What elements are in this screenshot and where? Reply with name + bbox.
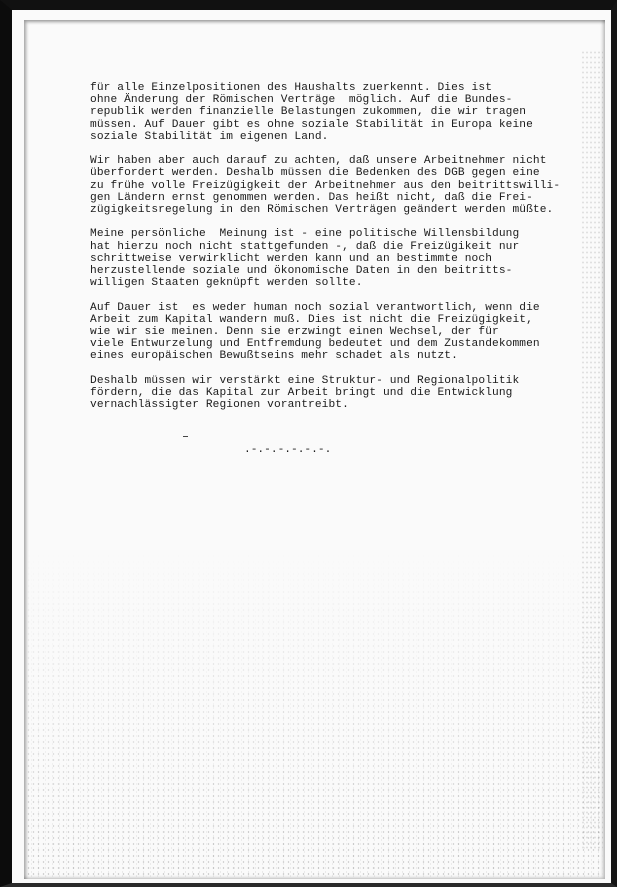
paragraph-3 [90, 228, 600, 289]
text-line: überfordert werden. Deshalb müssen die Bedenken des DGB gegen eine [90, 167, 540, 180]
text-line: herzustellende soziale und ökonomische Daten in den beitritts- [90, 265, 513, 278]
text-line: zu frühe volle Freizügigkeit der Arbeitnehmer aus den beitrittswilli- [90, 179, 561, 192]
text-line: Deshalb müssen wir verstärkt eine Struktur- und Regionalpolitik [90, 374, 520, 387]
text-line: willigen Staaten geknüpft werden sollte. [90, 277, 363, 290]
paragraph-4 [90, 302, 600, 363]
text-line: soziale Stabilität im eigenen Land. [90, 130, 329, 143]
text-line: vernachlässigter Regionen vorantreibt. [90, 399, 349, 412]
text-line: gen Ländern ernst genommen werden. Das heißt nicht, daß die Frei- [90, 191, 533, 204]
text-line: Arbeit zum Kapital wandern muß. Dies ist nicht die Freizügigkeit, [90, 313, 533, 326]
paragraph-1 [90, 82, 600, 143]
text-line: Wir haben aber auch darauf zu achten, daß unsere Arbeitnehmer nicht [90, 155, 547, 168]
text-line: wie wir sie meinen. Denn sie erzwingt einen Wechsel, der für [90, 326, 499, 339]
text-line: Meine persönliche Meinung ist - eine politische Willensbildung [90, 228, 520, 241]
scan-noise-bottom [26, 547, 603, 877]
paragraph-2 [90, 155, 600, 216]
text-line: müssen. Auf Dauer gibt es ohne soziale Stabilität in Europa keine [90, 118, 533, 131]
text-line: für alle Einzelpositionen des Haushalts zuerkennt. Dies ist [90, 82, 493, 94]
typewritten-text-body [90, 82, 600, 424]
text-line: eines europäischen Bewußtseins mehr schadet als nutzt. [90, 350, 458, 363]
stray-mark [183, 436, 188, 437]
end-of-text-mark: .-.-.-.-.-.-. [244, 444, 332, 456]
text-line: viele Entwurzelung und Entfremdung bedeutet und dem Zustandekommen [90, 338, 540, 351]
paragraph-5 [90, 375, 600, 412]
text-line: fördern, die das Kapital zur Arbeit bringt und die Entwicklung [90, 387, 513, 400]
text-line: zügigkeitsregelung in den Römischen Verträgen geändert werden müßte. [90, 204, 554, 217]
text-line: ohne Änderung der Römischen Verträge möglich. Auf die Bundes- [90, 94, 513, 107]
text-line: Auf Dauer ist es weder human noch sozial verantwortlich, wenn die [90, 301, 540, 314]
text-line: schrittweise verwirklicht werden kann und an bestimmte noch [90, 252, 493, 265]
text-line: republik werden finanzielle Belastungen zukommen, die wir tragen [90, 106, 527, 119]
text-line: hat hierzu noch nicht stattgefunden -, daß die Freizügikeit nur [90, 240, 520, 253]
